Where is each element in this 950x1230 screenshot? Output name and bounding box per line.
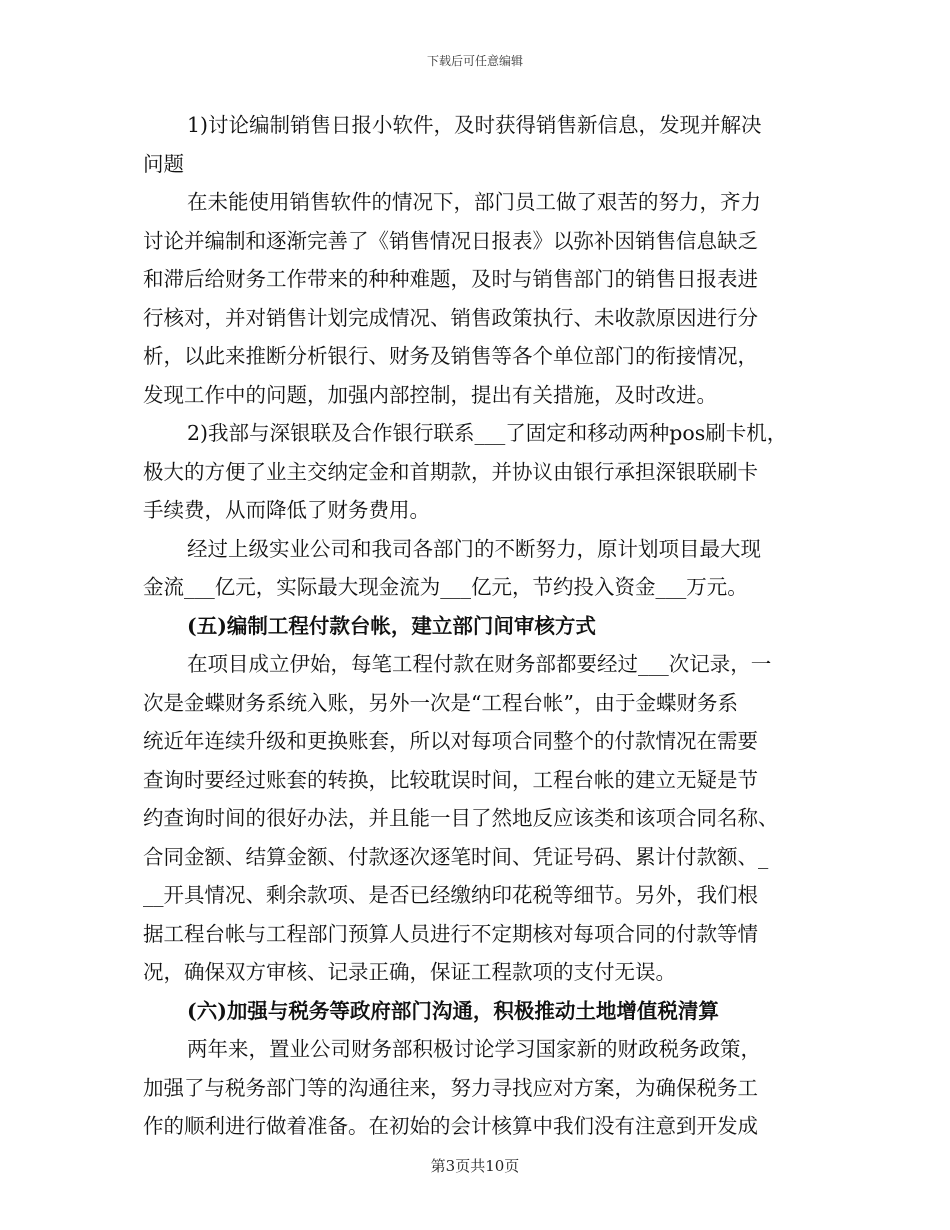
paragraph-line: 金流___亿元，实际最大现金流为___亿元，节约投入资金___万元。 [143, 575, 748, 599]
paragraph-line: 查询时要经过账套的转换，比较耽误时间，工程台帐的建立无疑是节 [143, 767, 758, 792]
paragraph-line: 约查询时间的很好办法，并且能一目了然地反应该类和该项合同名称、 [143, 806, 779, 830]
paragraph-line: 析，以此来推断分析银行、财务及销售等各个单位部门的衔接情况， [143, 344, 758, 368]
paragraph-line: 况，确保双方审核、记录正确，保证工程款项的支付无误。 [143, 960, 676, 984]
section-heading-5: (五)编制工程付款台帐，建立部门间审核方式 [187, 613, 596, 638]
paragraph-line: 1)讨论编制销售日报小软件，及时获得销售新信息，发现并解决 [187, 113, 762, 137]
paragraph-line: 行核对，并对销售计划完成情况、销售政策执行、未收款原因进行分 [143, 305, 758, 330]
paragraph-line: 统近年连续升级和更换账套，所以对每项合同整个的付款情况在需要 [143, 729, 758, 753]
paragraph-line: 问题 [143, 151, 184, 176]
paragraph-line: 两年来，置业公司财务部积极讨论学习国家新的财政税务政策， [187, 1037, 761, 1061]
paragraph-line: __开具情况、剩余款项、是否已经缴纳印花税等细节。另外，我们根 [143, 883, 758, 907]
paragraph-line: 作的顺利进行做着准备。在初始的会计核算中我们没有注意到开发成 [143, 1114, 758, 1138]
paragraph-line: 在未能使用销售软件的情况下，部门员工做了艰苦的努力，齐力 [187, 190, 761, 214]
document-body [143, 106, 813, 1146]
paragraph-line: 和滞后给财务工作带来的种种难题，及时与销售部门的销售日报表进 [143, 267, 758, 291]
paragraph-line: 2)我部与深银联及合作银行联系___了固定和移动两种pos刷卡机， [187, 421, 788, 445]
paragraph-line: 经过上级实业公司和我司各部门的不断努力，原计划项目最大现 [187, 536, 761, 561]
paragraph-line: 据工程台帐与工程部门预算人员进行不定期核对每项合同的付款等情 [143, 921, 758, 946]
paragraph-line: 手续费，从而降低了财务费用。 [143, 498, 430, 522]
paragraph-line: 极大的方便了业主交纳定金和首期款，并协议由银行承担深银联刷卡 [143, 459, 758, 484]
paragraph-line: 在项目成立伊始，每笔工程付款在财务部都要经过___次记录，一 [187, 652, 772, 676]
section-heading-6: (六)加强与税务等政府部门沟通，积极推动土地增值税清算 [187, 998, 719, 1023]
page-header: 下载后可任意编辑 [426, 54, 523, 68]
paragraph-line: 加强了与税务部门等的沟通往来，努力寻找应对方案，为确保税务工 [143, 1075, 758, 1100]
paragraph-line: 次是金蝶财务系统入账，另外一次是“工程台帐”，由于金蝶财务系 [143, 690, 738, 715]
paragraph-line: 发现工作中的问题，加强内部控制，提出有关措施，及时改进。 [143, 382, 717, 407]
paragraph-line: 讨论并编制和逐渐完善了《销售情况日报表》以弥补因销售信息缺乏 [143, 228, 758, 253]
page-number: 第3页共10页 [430, 1157, 520, 1175]
paragraph-line: 合同金额、结算金额、付款逐次逐笔时间、凭证号码、累计付款额、_ [143, 844, 769, 869]
